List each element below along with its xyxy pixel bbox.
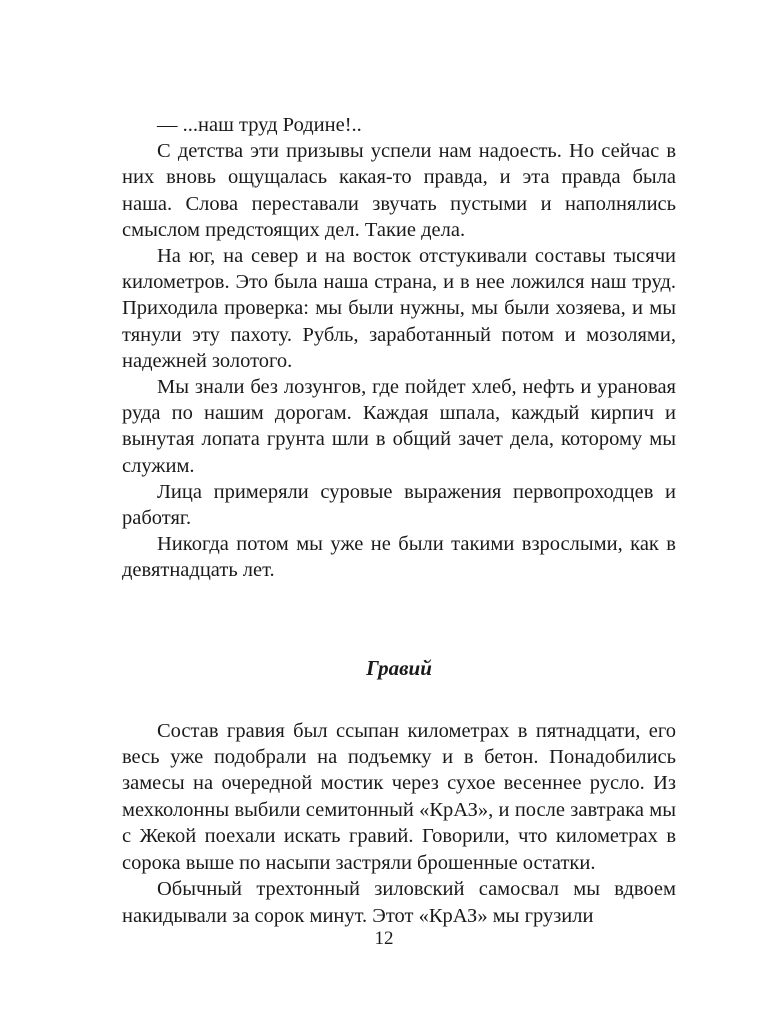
page-number: 12 [374,928,394,949]
text-section [122,112,676,584]
paragraph: На юг, на север и на восток отстукивали составы тысячи километров. Это была наша страна, и в нее ложился наш труд. Приходила проверка: мы были нужны, мы были хозяева, и мы тянули эту пахоту. Рубль, заработанный потом и мозолями, надежней золотого. [122,245,676,372]
paragraph: С детства эти призывы успели нам надоесть. Но сейчас в них вновь ощущалась какая-то правда, и эта правда была наша. Слова переставали звучать пустыми и наполнялись смыслом предстоящих дел. Такие дела. [122,140,676,241]
paragraph: Лица примеряли суровые выражения первопроходцев и работяг. [122,480,676,530]
text-section [122,718,676,929]
paragraph: Мы знали без лозунгов, где пойдет хлеб, нефть и урановая руда по нашим дорогам. Каждая шпала, каждый кирпич и вынутая лопата грунта шли в общий зачет дела, которому мы служим. [122,376,676,477]
paragraph: Состав гравия был ссыпан километрах в пятнадцати, его весь уже подобрали на подъемку и в бетон. Понадобились замесы на очередной мостик через сухое весеннее русло. Из мехколонны выбили семитонный «КрАЗ», и после завтрака мы с Жекой поехали искать гравий. Говорили, что километрах в сорока выше по насыпи застряли брошенные остатки. [122,719,676,874]
paragraph: Никогда потом мы уже не были такими взрослыми, как в девятнадцать лет. [122,533,676,582]
chapter-title: Гравий [366,655,432,680]
paragraph: Обычный трехтонный зиловский самосвал мы вдвоем накидывали за сорок минут. Этот «КрАЗ» мы грузили [122,878,676,927]
paragraph: — ...наш труд Родине!.. [157,114,362,136]
book-page [122,112,676,929]
